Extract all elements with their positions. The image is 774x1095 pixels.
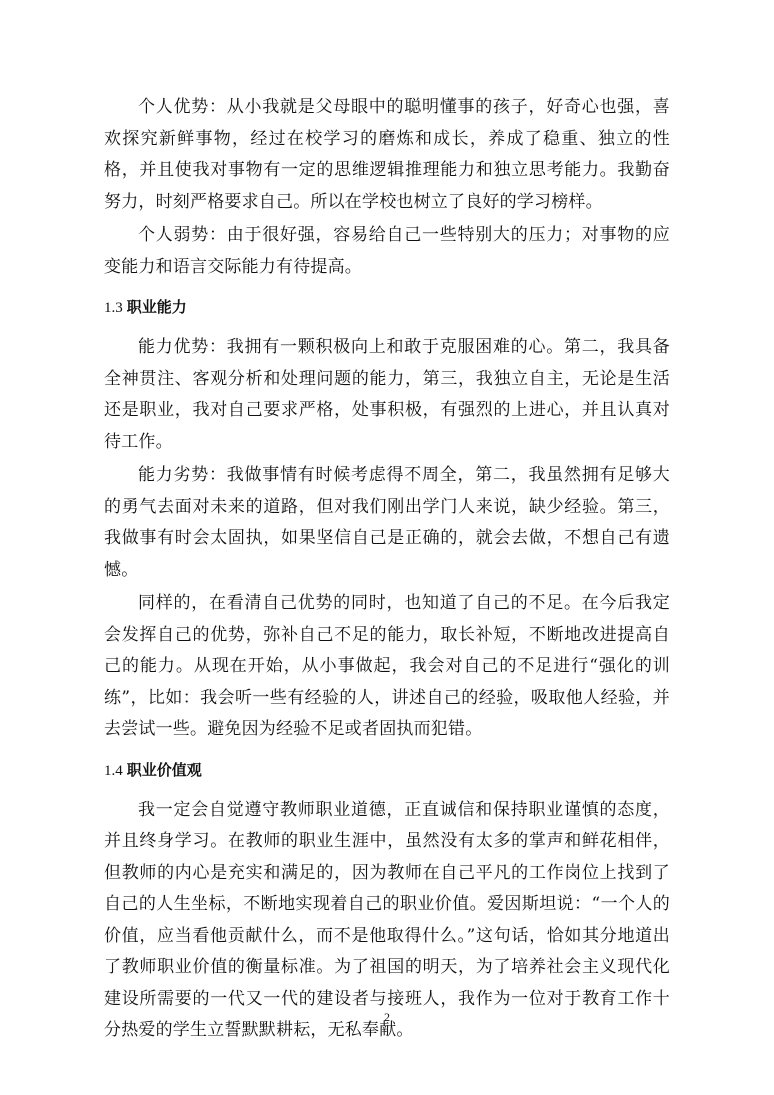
section-heading-career-ability [104,295,670,320]
paragraph-ability-strengths: 能力优势：我拥有一颗积极向上和敢于克服困难的心。第二，我具备全神贯注、客观分析和处理问题的能力，第三，我独立自主，无论是生活还是职业，我对自己要求严格，处事积极，有强烈的上进心，并且认真对待工作。 [104,337,670,452]
page-number: 2 [384,1010,390,1024]
paragraph-personal-weaknesses: 个人弱势：由于很好强，容易给自己一些特别大的压力；对事物的应变能力和语言交际能力有待提高。 [104,225,670,277]
section-number: 1.4 [104,762,123,779]
document-body [104,92,670,1049]
section-title: 职业价值观 [126,760,202,779]
section-heading-career-values [104,758,670,783]
paragraph-ability-weaknesses: 能力劣势：我做事情有时候考虑得不周全，第二，我虽然拥有足够大的勇气去面对未来的道路，但对我们刚出学门人来说，缺少经验。第三，我做事有时会太固执，如果坚信自己是正确的，就会去做，不想自己有遗憾。 [104,465,670,580]
paragraph-improvement: 同样的，在看清自己优势的同时，也知道了自己的不足。在今后我定会发挥自己的优势，弥补自己不足的能力，取长补短，不断地改进提高自己的能力。从现在开始，从小事做起，我会对自己的不足进行“强化的训练”，比如：我会听一些有经验的人，讲述自己的经验，吸取他人经验，并去尝试一些。避免因为经验不足或者固执而犯错。 [104,593,670,739]
paragraph-career-values: 我一定会自觉遵守教师职业道德，正直诚信和保持职业谨慎的态度，并且终身学习。在教师的职业生涯中，虽然没有太多的掌声和鲜花相伴，但教师的内心是充实和满足的，因为教师在自己平凡的工作岗位上找到了自己的人生坐标，不断地实现着自己的职业价值。爱因斯坦说：“一个人的价值，应当看他贡献什么，而不是他取得什么。”这句话，恰如其分地道出了教师职业价值的衡量标准。为了祖国的明天，为了培养社会主义现代化建设所需要的一代又一代的建设者与接班人，我作为一位对于教育工作十分热爱的学生立誓默默耕耘，无私奉献。 [104,799,670,1040]
paragraph-personal-strengths: 个人优势：从小我就是父母眼中的聪明懂事的孩子，好奇心也强，喜欢探究新鲜事物，经过在校学习的磨炼和成长，养成了稳重、独立的性格，并且使我对事物有一定的思维逻辑推理能力和独立思考能力。我勤奋努力，时刻严格要求自己。所以在学校也树立了良好的学习榜样。 [104,97,670,212]
section-number: 1.3 [104,300,123,316]
section-title: 职业能力 [126,298,187,316]
